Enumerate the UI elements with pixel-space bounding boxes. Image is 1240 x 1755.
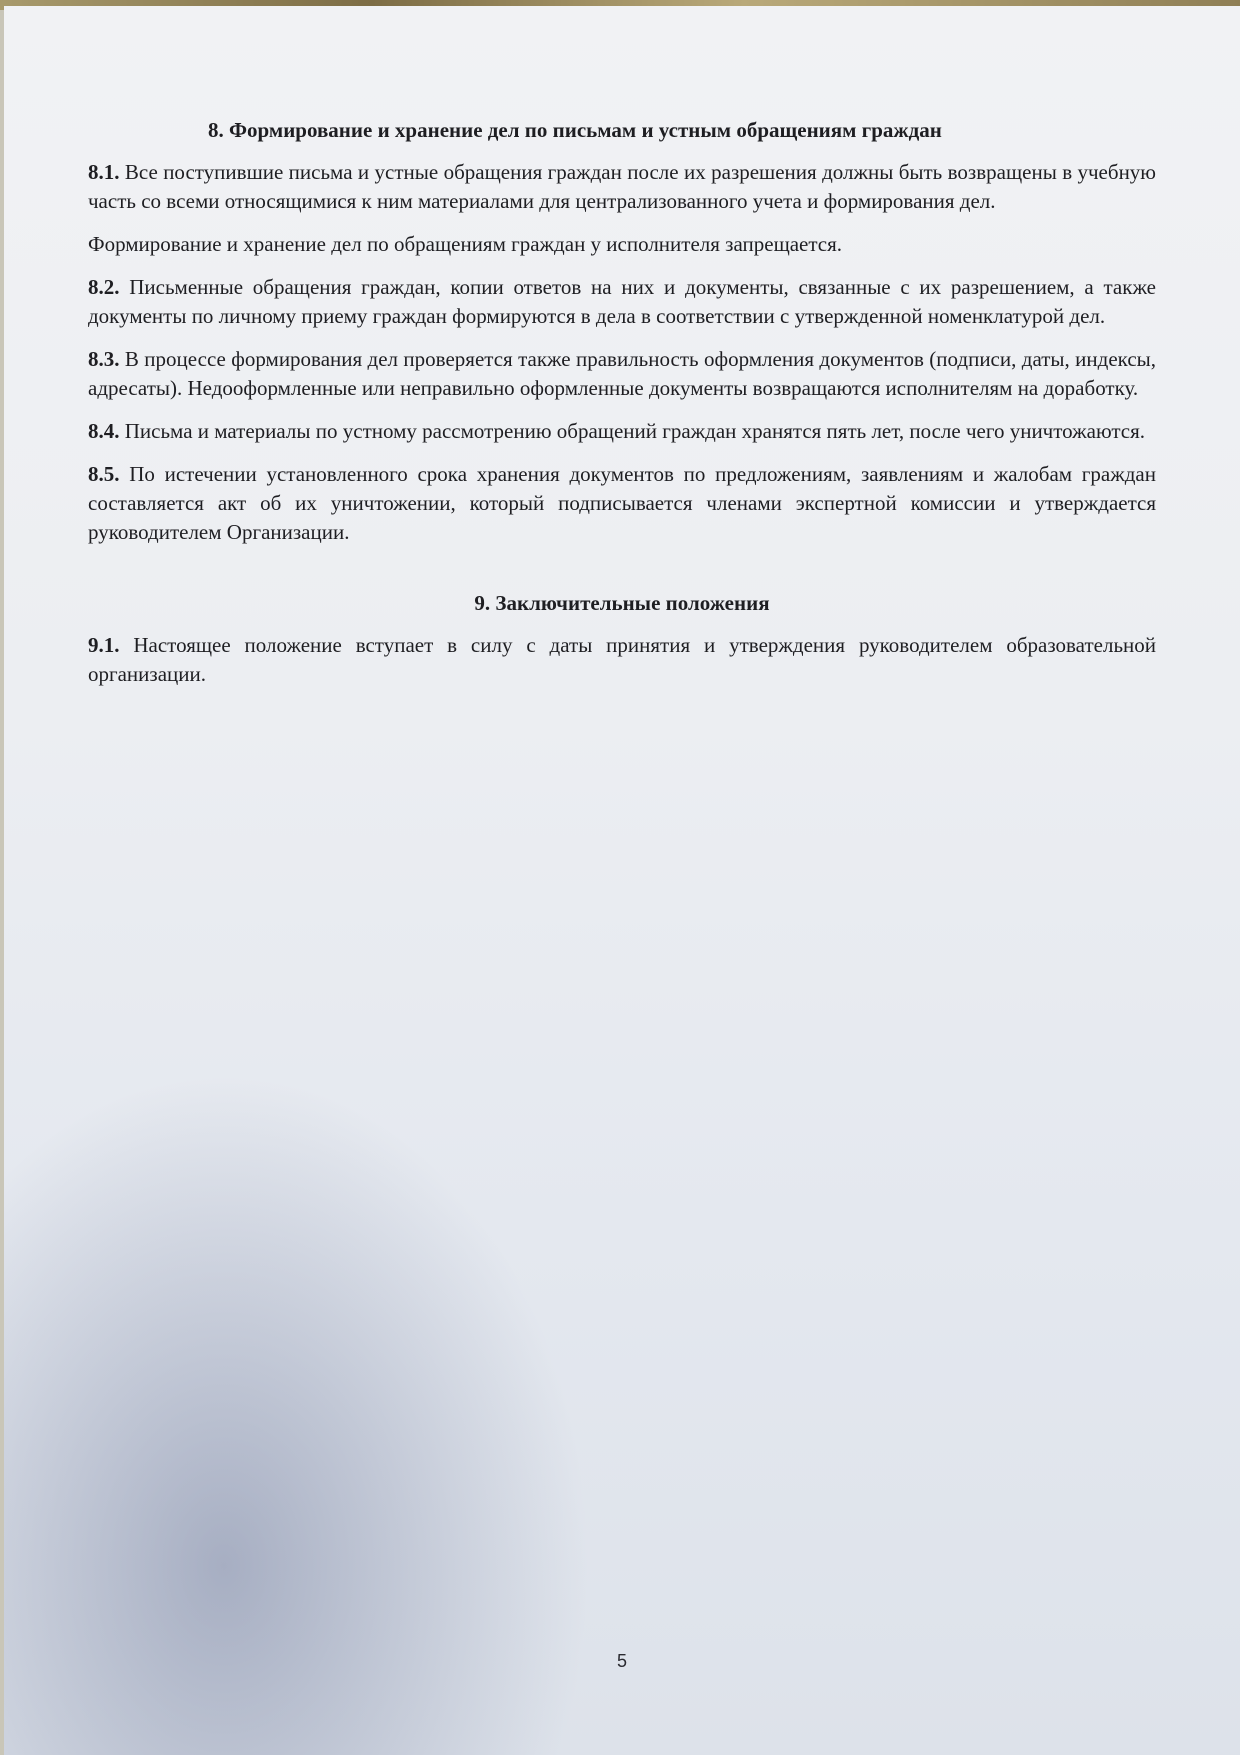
paragraph-number: 9.1. — [88, 633, 120, 657]
paragraph-8-3 — [88, 345, 1156, 403]
paragraph-text: Письма и материалы по устному рассмотрению обращений граждан хранятся пять лет, после чего уничтожаются. — [119, 419, 1146, 443]
paragraph-number: 8.2. — [88, 275, 120, 299]
paragraph-text: Настоящее положение вступает в силу с даты принятия и утверждения руководителем образовательной организации. — [88, 633, 1156, 686]
page-number: 5 — [616, 1651, 627, 1671]
section-9-heading: 9. Заключительные положения — [474, 591, 770, 615]
paragraph-number: 8.4. — [88, 419, 120, 443]
document-page — [4, 6, 1240, 1755]
paragraph-8-1 — [88, 158, 1156, 216]
paragraph-text: Все поступившие письма и устные обращения граждан после их разрешения должны быть возвращены в учебную часть со всеми относящимися к ним материалами для централизованного учета и формирования дел. — [88, 160, 1156, 213]
paragraph-number: 8.1. — [88, 160, 120, 184]
paragraph-8-5 — [88, 460, 1156, 547]
paragraph-number: 8.5. — [88, 462, 120, 486]
paragraph-8-2 — [88, 273, 1156, 331]
section-8-heading: 8. Формирование и хранение дел по письмам и устным обращениям граждан — [208, 118, 942, 142]
paragraph-9-1 — [88, 631, 1156, 689]
paragraph-text: Формирование и хранение дел по обращениям граждан у исполнителя запрещается. — [88, 232, 843, 256]
paragraph-text: По истечении установленного срока хранения документов по предложениям, заявлениям и жалобам граждан составляется акт об их уничтожении, который подписывается членами экспертной комиссии и утверждается руководителем Организации. — [88, 462, 1156, 544]
paragraph-text: В процессе формирования дел проверяется также правильность оформления документов (подписи, даты, индексы, адресаты). Недооформленные или неправильно оформленные документы возвращаются исполнителям на доработку. — [88, 347, 1156, 400]
paragraph-number: 8.3. — [88, 347, 120, 371]
paragraph-8-4 — [88, 417, 1156, 446]
paragraph-text: Письменные обращения граждан, копии ответов на них и документы, связанные с их разрешением, а также документы по личному приему граждан формируются в дела в соответствии с утвержденной номенклатурой дел. — [88, 275, 1156, 328]
paragraph-8-1-note — [88, 230, 1156, 259]
document-content — [88, 116, 1156, 703]
